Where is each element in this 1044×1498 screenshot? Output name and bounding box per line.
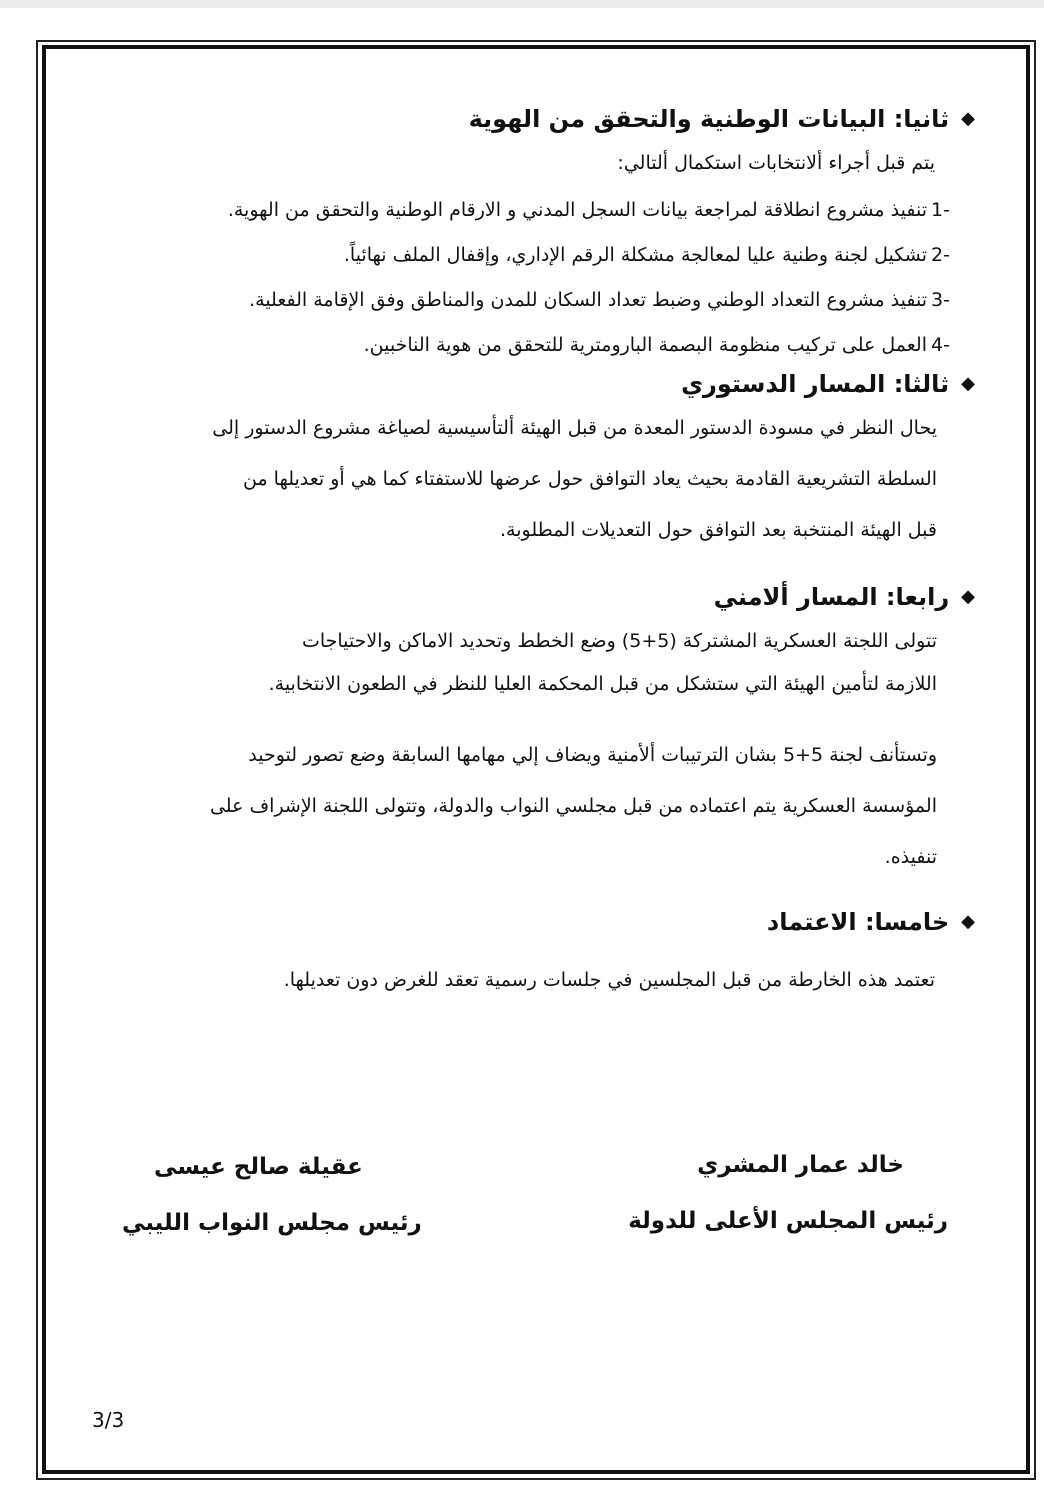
list-item-text: تنفيذ مشروع انطلاقة لمراجعة بيانات السجل المدني و الارقام الوطنية والتحقق من الهوية. [227,199,927,221]
section-4-line: المؤسسة العسكرية يتم اعتماده من قبل مجلسي النواب والدولة، وتتولى اللجنة الإشراف على [209,795,937,817]
window-top-strip [0,0,1044,8]
section-3-heading [95,367,975,401]
list-item-text: تنفيذ مشروع التعداد الوطني وضبط تعداد السكان للمدن والمناطق وفق الإقامة الفعلية. [249,289,927,311]
section-5-title: خامسا: الاعتماد [766,908,950,936]
section-4-title: رابعا: المسار ألامني [713,583,950,611]
section-4-heading [95,580,975,614]
list-item [95,287,975,314]
section-5-heading [95,905,975,939]
section-2-intro: يتم قبل أجراء ألانتخابات استكمال ألتالي: [617,152,935,174]
list-item [95,242,975,269]
page-number: 3/3 [92,1408,125,1432]
section-4-line: اللازمة لتأمين الهيئة التي ستشكل من قبل المحكمة العليا للنظر في الطعون الانتخابية. [268,673,937,695]
list-item [95,332,975,359]
diamond-bullet-icon: ◆ [961,586,975,607]
diamond-bullet-icon: ◆ [961,911,975,932]
signature-left-name: عقيلة صالح عيسى [154,1154,363,1180]
section-3-line: قبل الهيئة المنتخبة بعد التوافق حول التعديلات المطلوبة. [500,519,937,541]
section-3-line: يحال النظر في مسودة الدستور المعدة من قبل الهيئة ألتأسيسية لصياغة مشروع الدستور إلى [212,417,937,439]
list-item-number: 1- [931,199,950,221]
list-item [95,197,975,224]
section-4-line: وتستأنف لجنة 5+5 بشان الترتيبات ألأمنية ويضاف إلي مهامها السابقة وضع تصور لتوحيد [248,744,937,766]
list-item-number: 2- [931,244,950,266]
section-2-title: ثانيا: البيانات الوطنية والتحقق من الهوية [468,105,950,133]
section-3-title: ثالثا: المسار الدستوري [681,370,950,398]
diamond-bullet-icon: ◆ [961,373,975,394]
signature-right-name: خالد عمار المشري [697,1152,904,1178]
diamond-bullet-icon: ◆ [961,108,975,129]
list-item-text: العمل على تركيب منظومة البصمة البارومترية للتحقق من هوية الناخبين. [363,334,927,356]
document-body [95,95,975,994]
section-4-line: تتولى اللجنة العسكرية المشتركة (5+5) وضع الخطط وتحديد الاماكن والاحتياجات [301,630,937,652]
list-item-number: 4- [931,334,950,356]
section-5-text: تعتمد هذه الخارطة من قبل المجلسين في جلسات رسمية تعقد للغرض دون تعديلها. [283,969,935,991]
signature-right-title: رئيس المجلس الأعلى للدولة [628,1208,948,1234]
section-3-line: السلطة التشريعية القادمة بحيث يعاد التوافق حول عرضها للاستفتاء كما هي أو تعديلها من [242,468,937,490]
section-4-line: تنفيذه. [884,846,937,868]
section-2-heading [95,102,975,136]
list-item-number: 3- [931,289,950,311]
list-item-text: تشكيل لجنة وطنية عليا لمعالجة مشكلة الرقم الإداري، وإقفال الملف نهائياً. [343,244,927,266]
signature-left-title: رئيس مجلس النواب الليبي [122,1210,422,1236]
